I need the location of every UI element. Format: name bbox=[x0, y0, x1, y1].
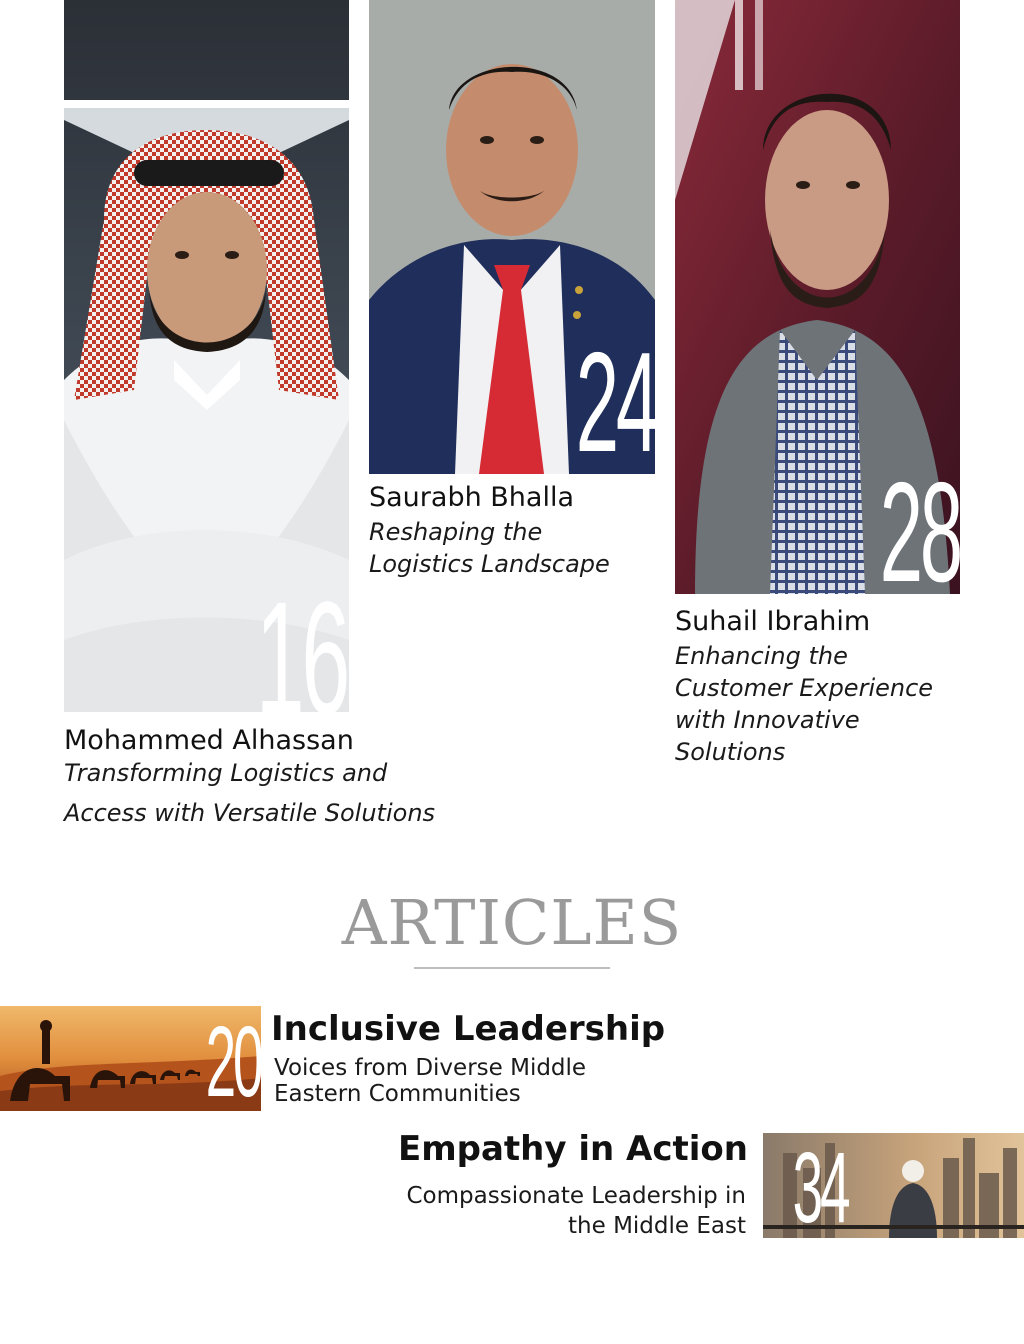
page-number-20: 20 bbox=[205, 1006, 260, 1118]
article-subtitle-inclusive-line2: Eastern Communities bbox=[274, 1081, 521, 1107]
article-title-empathy-in-action: Empathy in Action bbox=[397, 1129, 748, 1169]
person-subtitle-suhail-line4: Solutions bbox=[675, 738, 786, 766]
page-number-28: 28 bbox=[879, 453, 960, 612]
articles-heading: ARTICLES bbox=[341, 886, 683, 959]
article-title-inclusive-leadership: Inclusive Leadership bbox=[271, 1009, 666, 1049]
person-subtitle-suhail-line3: with Innovative bbox=[675, 706, 860, 734]
person-name-saurabh: Saurabh Bhalla bbox=[369, 482, 575, 513]
person-subtitle-saurabh-line2: Logistics Landscape bbox=[369, 550, 610, 578]
person-subtitle-mohammed-line1: Transforming Logistics and bbox=[64, 759, 388, 787]
page-number-34: 34 bbox=[792, 1132, 847, 1244]
page-number-24: 24 bbox=[575, 323, 656, 482]
person-subtitle-saurabh-line1: Reshaping the bbox=[369, 518, 543, 546]
person-subtitle-mohammed-line2: Access with Versatile Solutions bbox=[64, 799, 436, 827]
article-subtitle-empathy-line1: Compassionate Leadership in bbox=[406, 1183, 746, 1209]
person-subtitle-suhail-line2: Customer Experience bbox=[675, 674, 934, 702]
page-number-16: 16 bbox=[255, 568, 347, 747]
article-subtitle-inclusive-line1: Voices from Diverse Middle bbox=[274, 1055, 587, 1081]
article-subtitle-empathy-line2: the Middle East bbox=[568, 1213, 746, 1239]
person-name-suhail: Suhail Ibrahim bbox=[675, 606, 871, 637]
person-name-mohammed: Mohammed Alhassan bbox=[64, 725, 354, 756]
articles-divider bbox=[414, 967, 610, 969]
person-subtitle-suhail-line1: Enhancing the bbox=[675, 642, 848, 670]
